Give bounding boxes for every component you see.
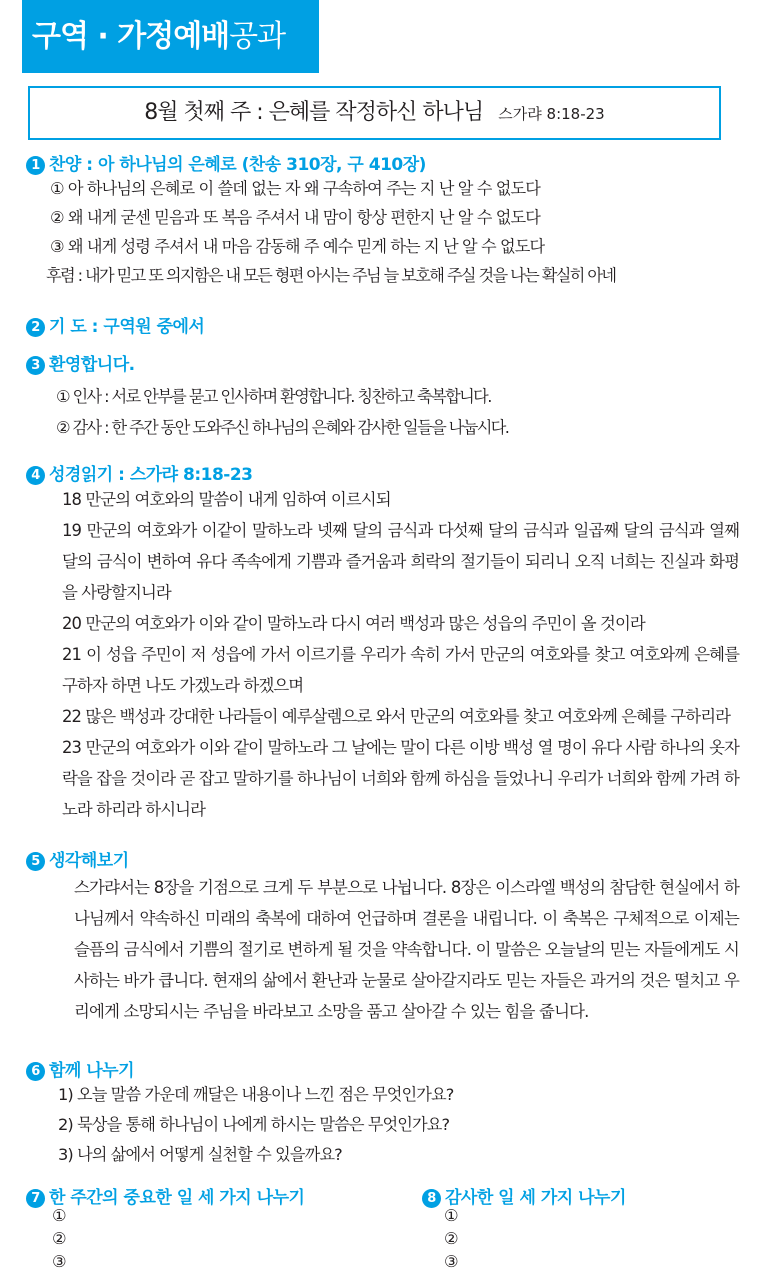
hymn-verse-3: ③ 왜 내게 성령 주셔서 내 마음 감동해 주 예수 믿게 하는 지 난 알 수 없도다 (50, 237, 545, 256)
section-title: 함께 나누기 (49, 1061, 135, 1081)
sharing-question-3: 3) 나의 삶에서 어떻게 실천할 수 있을까요? (58, 1145, 342, 1164)
scripture-passage (56, 484, 739, 825)
section-number-badge: 7 (26, 1189, 45, 1208)
verse-22: 22 많은 백성과 강대한 나라들이 예루살렘으로 와서 만군의 여호와를 찾고 여호와께 은혜를 구하리라 (62, 707, 731, 726)
important-item-2: ② (52, 1229, 66, 1248)
thanks-item-1: ① (444, 1206, 458, 1225)
section-prayer-heading (26, 312, 204, 337)
section-reading-heading (26, 460, 253, 485)
hymn-verse-2: ② 왜 내게 굳센 믿음과 또 복음 주셔서 내 맘이 항상 편한지 난 알 수 없도다 (50, 208, 540, 227)
sharing-question-2: 2) 묵상을 통해 하나님이 나에게 하시는 말씀은 무엇인가요? (58, 1115, 450, 1134)
section-title: 성경읽기 : 스가랴 8:18-23 (49, 465, 253, 485)
section-reflection-heading (26, 846, 129, 871)
worship-banner (22, 0, 319, 73)
section-sharing-heading (26, 1056, 134, 1081)
welcome-greeting: ① 인사 : 서로 안부를 묻고 인사하며 환영합니다. 칭찬하고 축복합니다. (56, 387, 491, 406)
reflection-text (56, 872, 739, 1027)
welcome-thanks: ② 감사 : 한 주간 동안 도와주신 하나님의 은혜와 감사한 일들을 나눕시다. (56, 418, 509, 437)
section-number-badge: 8 (422, 1189, 441, 1208)
verse-21: 21 이 성읍 주민이 저 성읍에 가서 이르기를 우리가 속히 가서 만군의 여호와를 찾고 여호와께 은혜를 구하자 하면 나도 가겠노라 하겠으며 (62, 645, 739, 695)
reflection-paragraph: 스가랴서는 8장을 기점으로 크게 두 부분으로 나뉩니다. 8장은 이스라엘 백성의 참담한 현실에서 하나님께서 약속하신 미래의 축복에 대하여 언급하며 결론을 내립니다. 이 축복은 구체적으로 이제는 슬픔의 금식에서 기쁨의 절기로 변하게 될 것을 약속합니다. 이 말씀은 오늘날의 믿는 자들에게도 시사하는 바가 큽니다. 현재의 삶에서 환난과 눈물로 살아갈지라도 믿는 자들은 과거의 것은 떨치고 우리에게 소망되시는 주님을 바라보고 소망을 품고 살아갈 수 있는 힘을 줍니다. (74, 878, 739, 1021)
section-title: 환영합니다. (49, 355, 135, 375)
week-title-box (28, 86, 721, 140)
section-title: 한 주간의 중요한 일 세 가지 나누기 (49, 1188, 305, 1208)
section-title: 찬양 : 아 하나님의 은혜로 (찬송 310장, 구 410장) (49, 155, 426, 175)
verse-23: 23 만군의 여호와가 이와 같이 말하노라 그 날에는 말이 다른 이방 백성 열 명이 유다 사람 하나의 옷자락을 잡을 것이라 곧 잡고 말하기를 하나님이 너희와 함께 하심을 들었나니 우리가 너희와 함께 가려 하노라 하리라 하시니라 (62, 738, 739, 819)
verse-19: 19 만군의 여호와가 이같이 말하노라 넷째 달의 금식과 다섯째 달의 금식과 일곱째 달의 금식과 열째 달의 금식이 변하여 유다 족속에게 기쁨과 즐거움과 희락의 절기들이 되리니 오직 너희는 진실과 화평을 사랑할지니라 (62, 521, 739, 602)
banner-subtitle: 공과 (229, 19, 286, 54)
sharing-question-1: 1) 오늘 말씀 가운데 깨달은 내용이나 느낀 점은 무엇인가요? (58, 1085, 454, 1104)
verse-20: 20 만군의 여호와가 이와 같이 말하노라 다시 여러 백성과 많은 성읍의 주민이 올 것이라 (62, 614, 645, 633)
section-number-badge: 4 (26, 466, 45, 485)
hymn-refrain: 후렴 : 내가 믿고 또 의지함은 내 모든 형편 아시는 주님 늘 보호해 주실 것을 나는 확실히 아네 (46, 266, 616, 285)
important-item-3: ③ (52, 1252, 66, 1271)
hymn-verse-1: ① 아 하나님의 은혜로 이 쓸데 없는 자 왜 구속하여 주는 지 난 알 수 없도다 (50, 179, 540, 198)
section-number-badge: 3 (26, 356, 45, 375)
section-hymn-heading (26, 150, 426, 175)
verse-18: 18 만군의 여호와의 말씀이 내게 임하여 이르시되 (62, 490, 391, 509)
thanks-item-3: ③ (444, 1252, 458, 1271)
important-item-1: ① (52, 1206, 66, 1225)
section-title: 기 도 : 구역원 중에서 (49, 317, 205, 337)
section-number-badge: 6 (26, 1062, 45, 1081)
section-number-badge: 5 (26, 852, 45, 871)
section-title: 생각해보기 (49, 851, 129, 871)
thanks-item-2: ② (444, 1229, 458, 1248)
section-number-badge: 1 (26, 156, 45, 175)
section-number-badge: 2 (26, 318, 45, 337)
section-title: 감사한 일 세 가지 나누기 (445, 1188, 626, 1208)
section-welcome-heading (26, 350, 135, 375)
week-scripture-ref: 스가랴 8:18-23 (498, 105, 605, 123)
section-important-heading (26, 1183, 304, 1208)
week-title: 8월 첫째 주 : 은혜를 작정하신 하나님 (144, 100, 484, 125)
banner-title: 구역 · 가정예배 (32, 19, 230, 54)
